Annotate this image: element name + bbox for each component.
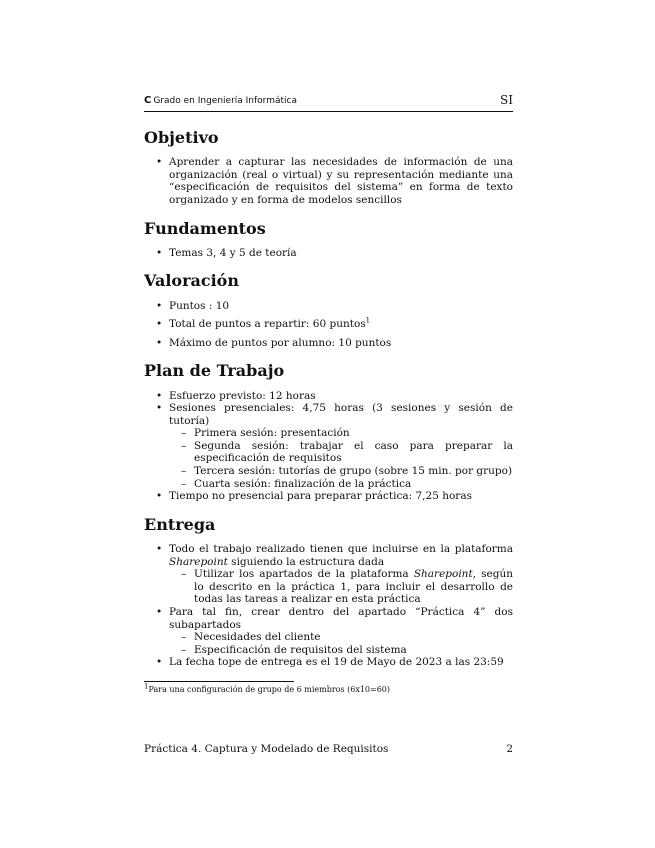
section-objetivo [144,128,513,207]
bullet-list [144,390,513,503]
sub-list [169,631,513,656]
list-item-text: Total de puntos a repartir: 60 puntos [169,318,366,331]
list-item-text: Para tal fin, crear dentro del apartado “Práctica 4” dos subapartados [169,606,513,631]
section-entrega [144,515,513,669]
page-content [144,128,513,681]
sub-list-item: – Necesidades del cliente [169,631,513,644]
sub-list [169,568,513,606]
platform-name: Sharepoint [413,568,473,581]
footnote-marker: 1 [365,316,371,325]
sub-list-item: – Tercera sesión: tutorías de grupo (sobre 15 min. por grupo) [169,465,513,478]
list-item-text: Sesiones presenciales: 4,75 horas (3 sesiones y sesión de tutoría) [169,402,513,427]
list-item: • La fecha tope de entrega es el 19 de Mayo de 2023 a las 23:59 [144,656,513,669]
list-item-text: Todo el trabajo realizado tienen que incluirse en la plataforma [169,543,513,556]
sub-list-item: – Primera sesión: presentación [169,427,513,440]
list-item: • Puntos : 10 [144,300,513,313]
sub-list-item [169,568,513,606]
list-item [144,318,513,331]
bullet-list [144,300,513,350]
section-title: Objetivo [144,128,219,147]
footer-title: Práctica 4. Captura y Modelado de Requisitos [144,743,389,755]
list-item: • Tiempo no presencial para preparar práctica: 7,25 horas [144,490,513,503]
section-title: Fundamentos [144,218,266,238]
footnote-divider [144,681,294,682]
bullet-list [144,247,513,260]
list-item: • Aprender a capturar las necesidades de información de una organización (real o virtual) y su representación mediante una “especificación de requisitos del sistema” en forma de texto organizado y en forma de modelos sencillos [144,156,513,206]
header-course-code: SI [500,93,513,107]
section-title: Entrega [144,514,216,534]
section-fundamentos [144,219,513,260]
section-plan-de-trabajo [144,361,513,503]
footnote [144,682,391,694]
sub-list-item: – Segunda sesión: trabajar el caso para preparar la especificación de requisitos [169,440,513,465]
header-degree-text: Grado en Ingeniería Informática [153,96,297,106]
list-item [144,402,513,490]
bullet-list [144,543,513,669]
sub-list [169,427,513,490]
page-header [144,93,513,112]
section-title: Valoración [144,271,239,291]
bullet-list [144,156,513,206]
footnote-mark: 1 [144,682,149,691]
footnote-text: Para una configuración de grupo de 6 miembros (6x10=60) [148,685,391,694]
list-item: • Esfuerzo previsto: 12 horas [144,390,513,403]
list-item [144,606,513,656]
sub-list-item: – Cuarta sesión: finalización de la práctica [169,478,513,491]
section-title: Plan de Trabajo [144,361,285,381]
header-left [144,95,297,106]
page-number: 2 [506,743,513,755]
list-item-text: siguiendo la estructura dada [227,555,385,568]
sub-list-item-text: , según lo descrito en la práctica 1, para incluir el desarrollo de todas las tareas a realizar en esta práctica [194,568,513,606]
platform-name: Sharepoint [169,555,228,568]
list-item [144,543,513,606]
sub-list-item-text: Utilizar los apartados de la plataforma [194,568,414,581]
section-valoracion [144,271,513,349]
list-item: • Máximo de puntos por alumno: 10 puntos [144,337,513,350]
university-logo-icon: C [144,95,152,106]
sub-list-item: – Especificación de requisitos del sistema [169,644,513,657]
list-item: • Temas 3, 4 y 5 de teoría [144,247,513,260]
